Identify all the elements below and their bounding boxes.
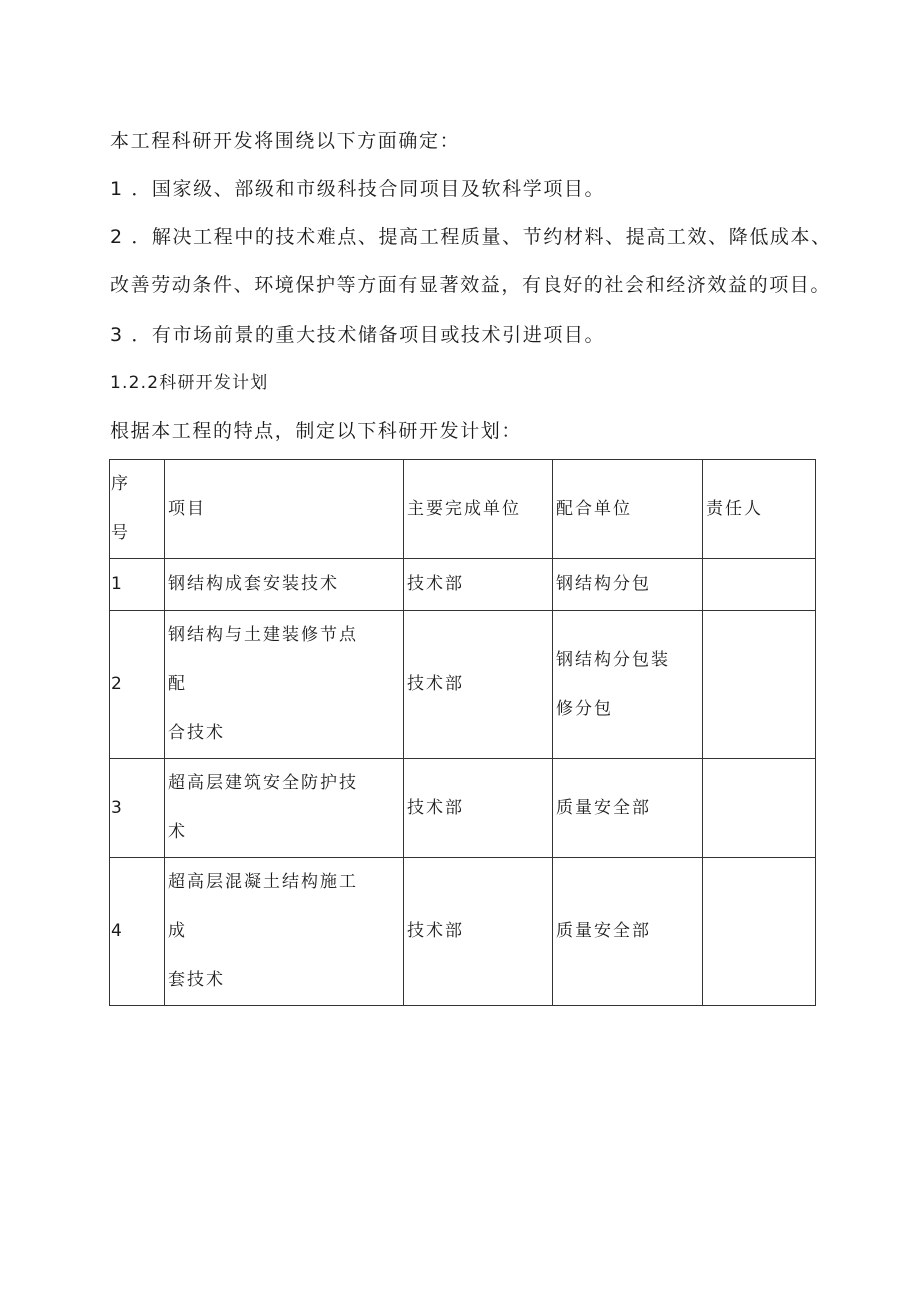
item-2-line-1: 2 ．解决工程中的技术难点、提高工程质量、节约材料、提高工效、降低成本、 [110, 226, 832, 248]
row-2-project-line-3: 合技术 [168, 723, 225, 743]
header-project: 项目 [165, 460, 404, 559]
header-main-unit: 主要完成单位 [404, 460, 553, 559]
table-row [110, 858, 816, 1006]
row-2-project-line-1: 钢结构与土建装修节点 [168, 625, 358, 645]
row-1-main-unit: 技术部 [404, 559, 553, 611]
row-1-coop-unit: 钢结构分包 [553, 559, 703, 611]
item-2-line-2: 改善劳动条件、环境保护等方面有显著效益，有良好的社会和经济效益的项目。 [110, 274, 832, 296]
row-4-project-line-2: 成 [168, 921, 187, 941]
header-owner: 责任人 [703, 460, 816, 559]
item-1: 1 ．国家级、部级和市级科技合同项目及软科学项目。 [110, 178, 606, 200]
row-4-project-line-3: 套技术 [168, 970, 225, 990]
row-3-project-line-1: 超高层建筑安全防护技 [168, 773, 358, 793]
item-3: 3 ．有市场前景的重大技术储备项目或技术引进项目。 [110, 324, 606, 346]
row-2-owner [703, 611, 816, 759]
row-4-project [165, 858, 404, 1006]
intro-paragraph: 本工程科研开发将围绕以下方面确定： [110, 130, 461, 152]
row-4-main-unit: 技术部 [404, 858, 553, 1006]
row-4-project-line-1: 超高层混凝土结构施工 [168, 872, 358, 892]
row-2-main-unit: 技术部 [404, 611, 553, 759]
table-row [110, 559, 816, 611]
table-row [110, 759, 816, 858]
header-coop-unit: 配合单位 [553, 460, 703, 559]
row-1-no: 1 [110, 559, 165, 611]
row-3-project-line-2: 术 [168, 822, 187, 842]
table-intro: 根据本工程的特点，制定以下科研开发计划： [110, 420, 523, 442]
row-4-owner [703, 858, 816, 1006]
row-2-project [165, 611, 404, 759]
row-3-owner [703, 759, 816, 858]
table-header-row [110, 460, 816, 559]
row-2-coop-unit [553, 611, 703, 759]
section-heading: 1.2.2科研开发计划 [110, 373, 269, 393]
row-1-owner [703, 559, 816, 611]
row-2-coop-line-2: 修分包 [556, 698, 613, 719]
row-3-no: 3 [110, 759, 165, 858]
row-3-project [165, 759, 404, 858]
row-3-coop-unit: 质量安全部 [553, 759, 703, 858]
row-2-coop-line-1: 钢结构分包装 [556, 649, 670, 670]
row-4-no: 4 [110, 858, 165, 1006]
header-seq [110, 460, 165, 559]
row-1-project: 钢结构成套安装技术 [165, 559, 404, 611]
row-2-project-line-2: 配 [168, 674, 187, 694]
row-2-no: 2 [110, 611, 165, 759]
header-seq-line-2: 号 [111, 523, 130, 543]
row-4-coop-unit: 质量安全部 [553, 858, 703, 1006]
header-seq-line-1: 序 [111, 474, 130, 494]
table-row [110, 611, 816, 759]
research-plan-table [109, 459, 816, 1006]
row-3-main-unit: 技术部 [404, 759, 553, 858]
